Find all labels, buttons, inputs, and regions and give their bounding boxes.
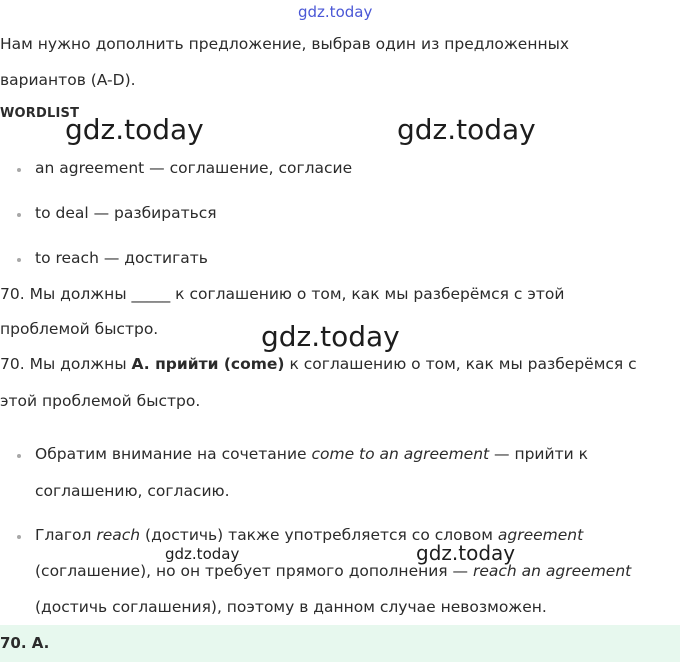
bullet-dot xyxy=(17,454,21,458)
solution-line: этой проблемой быстро. xyxy=(0,392,201,410)
bullet-dot xyxy=(17,258,21,262)
explanation-emphasis: reach an agreement xyxy=(473,562,632,580)
watermark: gdz.today xyxy=(416,541,516,565)
explanation-emphasis: come to an agreement xyxy=(311,445,490,463)
question-line: проблемой быстро. xyxy=(0,320,159,338)
solution-rest: к соглашению о том, как мы разберёмся с xyxy=(284,355,637,373)
watermark: gdz.today xyxy=(397,113,536,146)
solution-choice: A. прийти (come) xyxy=(131,355,285,373)
wordlist-title: WORDLIST xyxy=(0,106,80,121)
answer: 70. A. xyxy=(0,634,50,652)
explanation-text: — прийти к xyxy=(489,445,588,463)
answer-bar xyxy=(0,625,680,662)
explanation-line: соглашению, согласию. xyxy=(35,482,230,500)
solution-prefix: 70. Мы должны xyxy=(0,355,132,373)
question-line: 70. Мы должны _____ к соглашению о том, как мы разберёмся с этой xyxy=(0,285,565,303)
explanation-text: (достичь) также употребляется со словом xyxy=(140,526,498,544)
solution-line xyxy=(0,355,637,373)
watermark: gdz.today xyxy=(65,113,204,146)
wordlist-item: an agreement — соглашение, согласие xyxy=(35,159,353,177)
intro-line: вариантов (A-D). xyxy=(0,71,136,89)
explanation-line xyxy=(35,562,631,580)
explanation-text: Обратим внимание на сочетание xyxy=(35,445,312,463)
wordlist-item: to reach — достигать xyxy=(35,249,208,267)
wordlist-item: to deal — разбираться xyxy=(35,204,217,222)
explanation-emphasis: agreement xyxy=(497,526,584,544)
bullet-dot xyxy=(17,535,21,539)
explanation-line xyxy=(35,526,583,544)
bullet-dot xyxy=(17,213,21,217)
explanation-text: Глагол xyxy=(35,526,97,544)
explanation-line: (достичь соглашения), поэтому в данном случае невозможен. xyxy=(35,598,547,616)
watermark: gdz.today xyxy=(165,545,240,563)
explanation-line xyxy=(35,445,588,463)
intro-line: Нам нужно дополнить предложение, выбрав один из предложенных xyxy=(0,35,570,53)
watermark: gdz.today xyxy=(298,3,373,21)
explanation-emphasis: reach xyxy=(96,526,141,544)
watermark: gdz.today xyxy=(261,320,400,353)
explanation-text: (соглашение), но он требует прямого дополнения — xyxy=(35,562,473,580)
bullet-dot xyxy=(17,168,21,172)
